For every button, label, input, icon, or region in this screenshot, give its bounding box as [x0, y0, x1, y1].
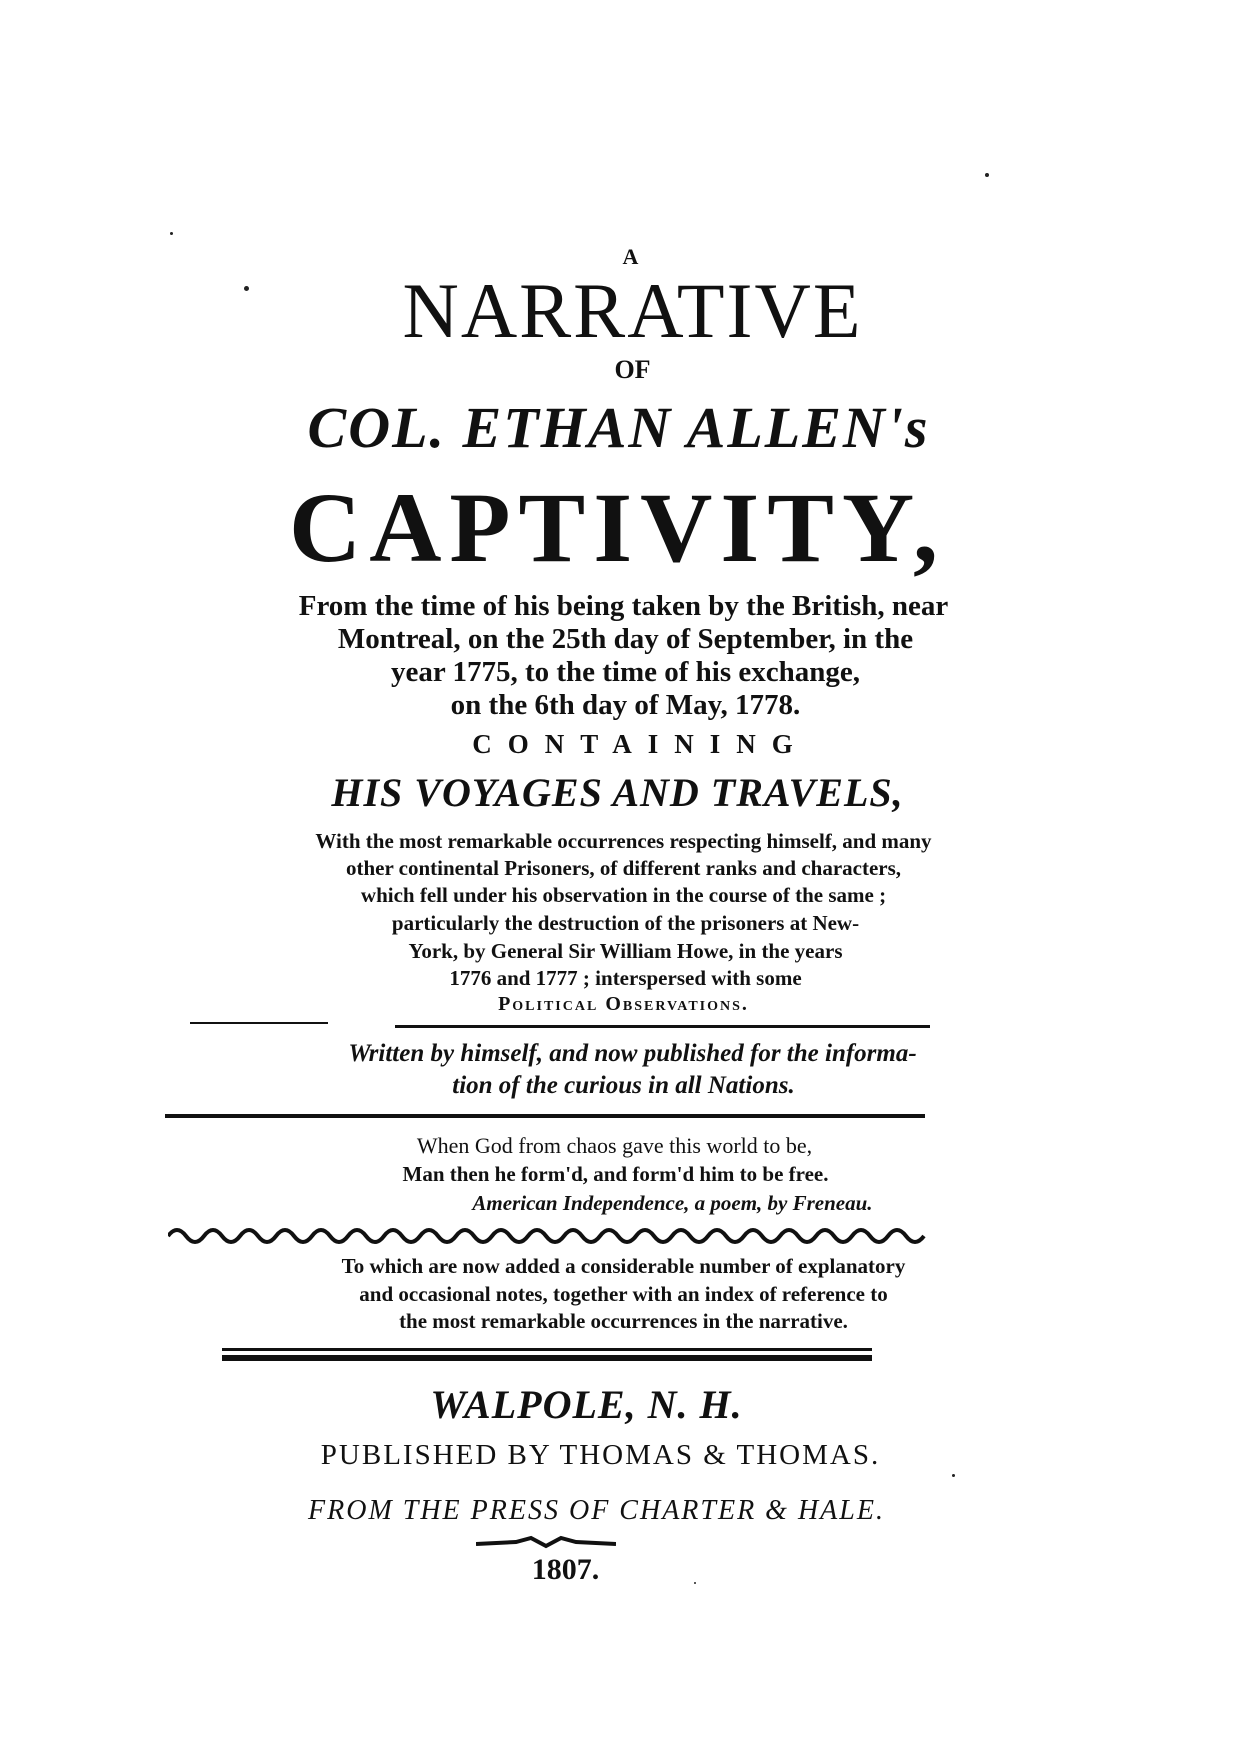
from-line: From the time of his being taken by the British, near — [298, 590, 949, 622]
containing-heading: CONTAINING — [472, 729, 809, 759]
with-line: With the most remarkable occurrences respecting himself, and many — [315, 829, 932, 853]
from-line: Montreal, on the 25th day of September, in the — [337, 623, 914, 655]
press-line: FROM THE PRESS OF CHARTER & HALE. — [308, 1495, 885, 1526]
title-subject: COL. ETHAN ALLEN's — [307, 395, 930, 460]
year-line: 1807. — [531, 1553, 600, 1586]
notes-line: and occasional notes, together with an index of reference to — [359, 1282, 888, 1306]
notes-line: To which are now added a considerable number of explanatory — [341, 1254, 906, 1278]
with-line: which fell under his observation in the course of the same ; — [360, 883, 887, 907]
rule-divider — [222, 1355, 872, 1361]
notes-line: the most remarkable occurrences in the narrative. — [399, 1309, 848, 1333]
ornamental-wave-rule — [168, 1225, 930, 1247]
place-line: WALPOLE, N. H. — [430, 1382, 743, 1427]
title-narrative: NARRATIVE — [402, 267, 863, 354]
from-line: year 1775, to the time of his exchange, — [390, 656, 861, 688]
rule-divider — [222, 1348, 872, 1351]
print-speck — [985, 173, 989, 177]
print-speck — [952, 1474, 955, 1477]
print-speck — [170, 232, 173, 235]
from-line: on the 6th day of May, 1778. — [450, 689, 801, 721]
rule-divider — [190, 1022, 328, 1024]
with-line: particularly the destruction of the prisoners at New- — [391, 911, 860, 935]
with-line: York, by General Sir William Howe, in the years — [408, 939, 843, 963]
ornament-flourish — [476, 1534, 616, 1554]
epigraph-line: When God from chaos gave this world to be, — [416, 1133, 813, 1158]
with-line: other continental Prisoners, of different ranks and characters, — [345, 856, 902, 880]
title-article: A — [622, 244, 639, 269]
title-of: OF — [614, 355, 651, 384]
written-line: tion of the curious in all Nations. — [452, 1072, 795, 1099]
with-line: Political Observations. — [498, 993, 749, 1015]
voyages-heading: HIS VOYAGES AND TRAVELS, — [331, 770, 904, 815]
publisher-line: PUBLISHED BY THOMAS & THOMAS. — [320, 1439, 881, 1471]
written-line: Written by himself, and now published for the informa- — [348, 1040, 917, 1067]
epigraph-line: Man then he form'd, and form'd him to be free. — [402, 1162, 829, 1186]
rule-divider — [165, 1114, 925, 1118]
epigraph-attribution: American Independence, a poem, by Freneau. — [472, 1191, 873, 1215]
rule-divider — [395, 1025, 930, 1028]
print-speck — [694, 1582, 696, 1584]
title-captivity: CAPTIVITY, — [288, 472, 946, 583]
print-speck — [244, 286, 249, 291]
with-line: 1776 and 1777 ; interspersed with some — [449, 966, 802, 990]
